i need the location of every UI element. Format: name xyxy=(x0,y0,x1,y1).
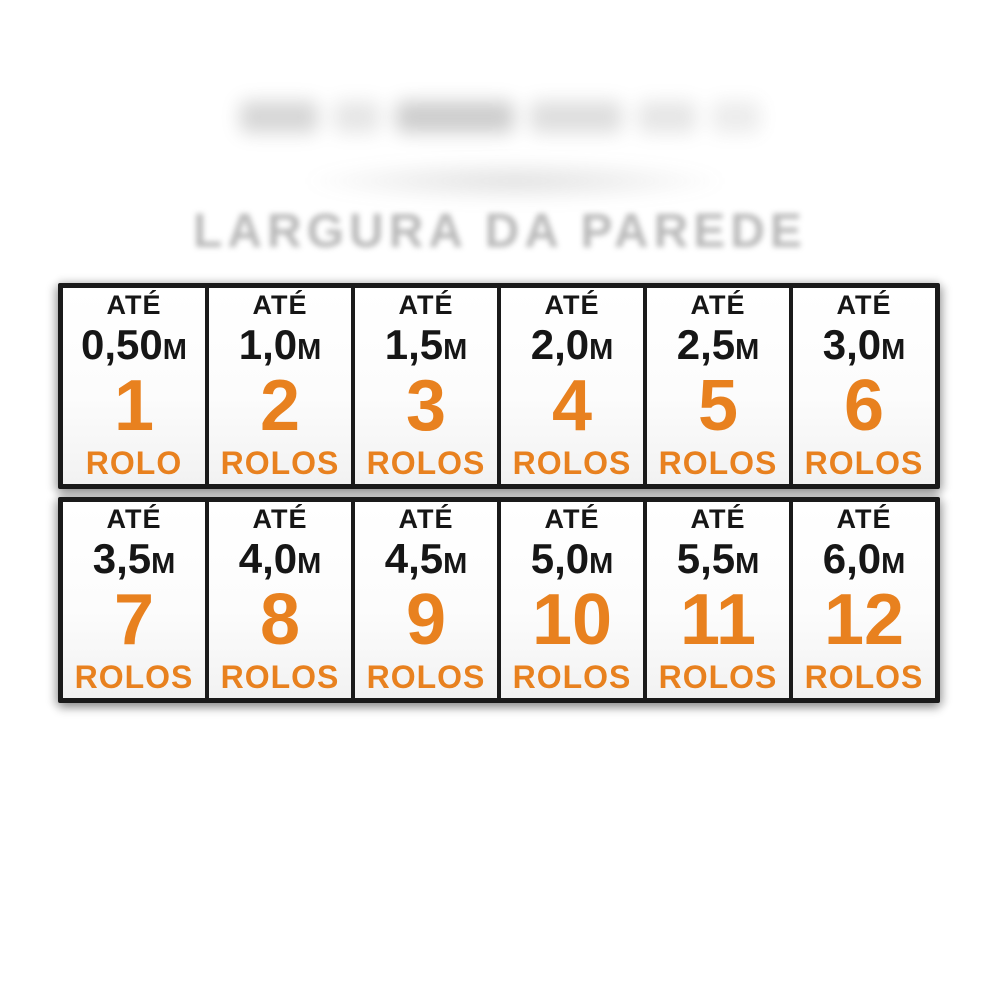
rolls-label: ROLOS xyxy=(74,658,194,695)
roll-count: 1 xyxy=(113,365,155,446)
smudge-blob xyxy=(396,101,514,133)
roll-count: 7 xyxy=(113,579,155,660)
ate-label: ATÉ xyxy=(398,290,454,321)
ate-label: ATÉ xyxy=(690,290,746,321)
table-cell xyxy=(643,502,789,698)
rolls-label: ROLOS xyxy=(220,444,340,481)
ate-label: ATÉ xyxy=(252,504,308,535)
ate-label: ATÉ xyxy=(398,504,454,535)
meter-unit: M xyxy=(735,333,760,366)
rolls-label: ROLO xyxy=(85,444,183,481)
table-row-1 xyxy=(58,283,940,489)
table-cell xyxy=(205,502,351,698)
width-value xyxy=(239,322,322,368)
width-number: 2,0 xyxy=(530,320,590,368)
table-cell xyxy=(63,288,205,484)
table-cell xyxy=(789,502,935,698)
rolls-label: ROLOS xyxy=(804,658,924,695)
meter-unit: M xyxy=(151,547,176,580)
table-cell xyxy=(497,502,643,698)
rolls-label: ROLOS xyxy=(366,658,486,695)
ate-label: ATÉ xyxy=(836,504,892,535)
roll-count: 12 xyxy=(823,579,905,660)
width-number: 4,5 xyxy=(384,534,444,582)
width-value xyxy=(677,536,760,582)
roll-count: 6 xyxy=(843,365,885,446)
table-cell xyxy=(351,288,497,484)
rolls-label: ROLOS xyxy=(658,658,778,695)
width-number: 2,5 xyxy=(676,320,736,368)
width-value xyxy=(239,536,322,582)
table-cell xyxy=(205,288,351,484)
width-value xyxy=(531,536,614,582)
table-cell xyxy=(63,502,205,698)
blurred-text-artifact xyxy=(240,92,805,142)
smudge-blob xyxy=(712,101,760,133)
table-cell xyxy=(789,288,935,484)
rolls-label: ROLOS xyxy=(220,658,340,695)
ate-label: ATÉ xyxy=(106,290,162,321)
smudge-blob xyxy=(334,101,380,133)
ate-label: ATÉ xyxy=(836,290,892,321)
width-number: 4,0 xyxy=(238,534,298,582)
width-number: 3,0 xyxy=(822,320,882,368)
roll-count: 9 xyxy=(405,579,447,660)
meter-unit: M xyxy=(443,333,468,366)
table-row-2 xyxy=(58,497,940,703)
meter-unit: M xyxy=(881,333,906,366)
rolls-label: ROLOS xyxy=(658,444,778,481)
meter-unit: M xyxy=(297,547,322,580)
roll-count: 5 xyxy=(697,365,739,446)
ate-label: ATÉ xyxy=(252,290,308,321)
width-value xyxy=(823,536,906,582)
ate-label: ATÉ xyxy=(544,290,600,321)
table-cell xyxy=(351,502,497,698)
roll-count: 4 xyxy=(551,365,593,446)
width-value xyxy=(531,322,614,368)
roll-count: 11 xyxy=(679,579,757,660)
meter-unit: M xyxy=(589,547,614,580)
width-value xyxy=(385,322,468,368)
table-cell xyxy=(643,288,789,484)
rolls-table xyxy=(58,283,940,703)
blurred-band-artifact xyxy=(300,158,730,204)
meter-unit: M xyxy=(443,547,468,580)
smudge-blob xyxy=(240,101,318,133)
meter-unit: M xyxy=(881,547,906,580)
smudge-blob xyxy=(530,101,622,133)
meter-unit: M xyxy=(735,547,760,580)
width-number: 1,5 xyxy=(384,320,444,368)
meter-unit: M xyxy=(162,333,187,366)
table-cell xyxy=(497,288,643,484)
roll-count: 10 xyxy=(531,579,613,660)
width-number: 6,0 xyxy=(822,534,882,582)
rolls-label: ROLOS xyxy=(804,444,924,481)
wall-width-watermark: LARGURA DA PAREDE xyxy=(193,205,807,258)
meter-unit: M xyxy=(297,333,322,366)
rolls-label: ROLOS xyxy=(512,658,632,695)
width-number: 5,5 xyxy=(676,534,736,582)
smudge-blob xyxy=(638,101,696,133)
width-value xyxy=(677,322,760,368)
width-value xyxy=(81,322,187,368)
roll-count: 2 xyxy=(259,365,301,446)
roll-count: 3 xyxy=(405,365,447,446)
ate-label: ATÉ xyxy=(544,504,600,535)
width-number: 0,50 xyxy=(81,320,163,368)
width-number: 3,5 xyxy=(92,534,152,582)
roll-count: 8 xyxy=(259,579,301,660)
rolls-label: ROLOS xyxy=(366,444,486,481)
ate-label: ATÉ xyxy=(690,504,746,535)
width-value xyxy=(385,536,468,582)
rolls-label: ROLOS xyxy=(512,444,632,481)
ate-label: ATÉ xyxy=(106,504,162,535)
width-number: 5,0 xyxy=(530,534,590,582)
width-value xyxy=(823,322,906,368)
meter-unit: M xyxy=(589,333,614,366)
width-number: 1,0 xyxy=(238,320,298,368)
width-value xyxy=(93,536,176,582)
